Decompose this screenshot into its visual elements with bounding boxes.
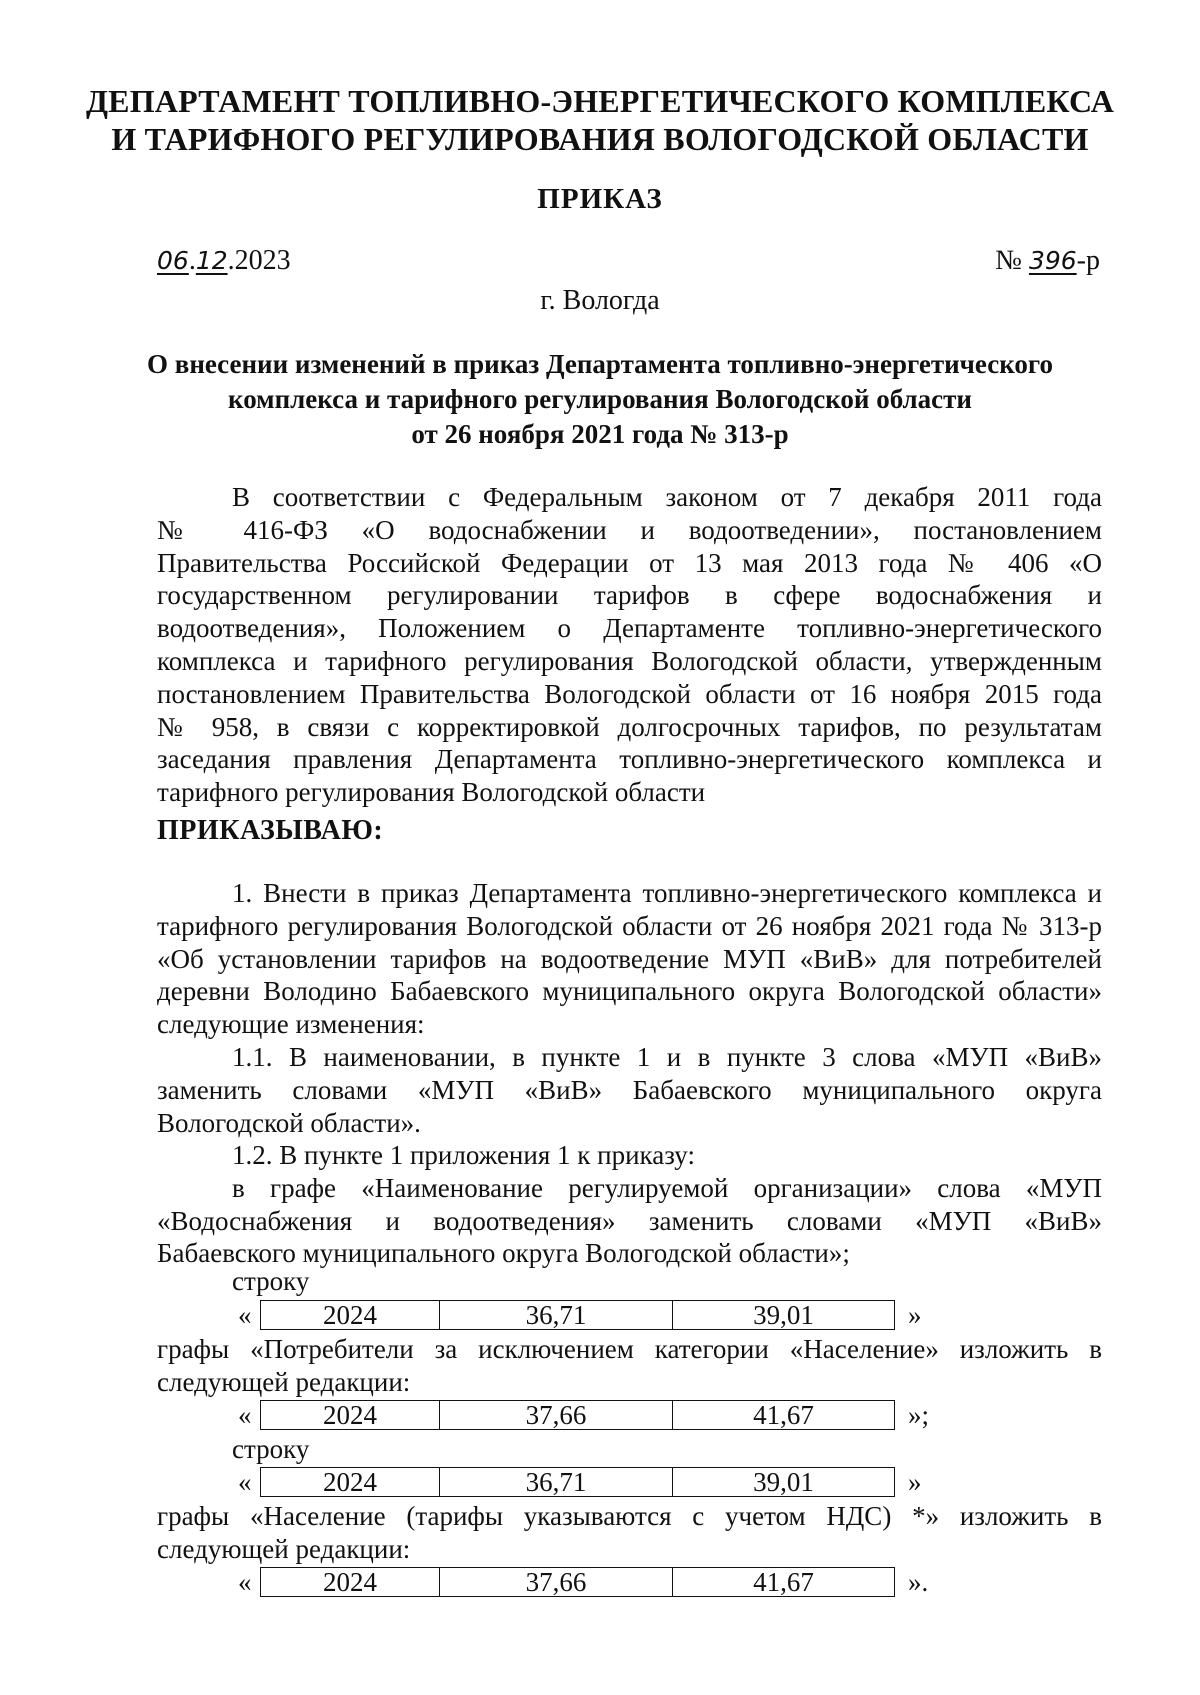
row-right-quote: »; [908, 1400, 930, 1430]
number-suffix: -р [1076, 245, 1100, 276]
item-1-1 [157, 1041, 1102, 1139]
cell-year: 2024 [261, 1301, 440, 1329]
city: г. Вологда [540, 285, 660, 316]
cell-value-1: 36,71 [440, 1468, 673, 1496]
item-1-line: тарифного регулирования Вологодской области от 26 ноября 2021 года № 313-р [157, 910, 1102, 941]
preamble-line: постановлением Правительства Вологодской области от 16 ноября 2015 года [157, 678, 1102, 709]
graph-population-line: следующей редакции: [157, 1533, 411, 1564]
order-title [0, 347, 1200, 452]
preamble-line: № 958, в связи с корректировкой долгосрочных тарифов, по результатам [157, 711, 1102, 742]
preamble-line: № 416-ФЗ «О водоснабжении и водоотведении», постановлением [157, 514, 1102, 545]
cell-value-1: 36,71 [440, 1301, 673, 1329]
cell-value-2: 41,67 [753, 1567, 814, 1597]
item-1-2-line: 1.2. В пункте 1 приложения 1 к приказу: [232, 1140, 695, 1170]
preamble-line: В соответствии с Федеральным законом от 7 декабря 2011 года [232, 482, 1102, 512]
doc-type: ПРИКАЗ [537, 183, 663, 215]
cell-year: 2024 [261, 1568, 440, 1596]
order-number [995, 245, 1100, 277]
date-year: .2023 [227, 245, 291, 276]
row-cells [260, 1567, 895, 1597]
date-sep: . [188, 245, 196, 276]
preamble-line: водоотведения», Положением о Департаменте топливно-энергетического [157, 613, 1102, 644]
number-prefix: № [995, 245, 1029, 276]
item-1-line: следующие изменения: [157, 1009, 425, 1040]
header-line-2: И ТАРИФНОГО РЕГУЛИРОВАНИЯ ВОЛОГОДСКОЙ ОБЛАСТИ [111, 121, 1089, 157]
cell-value-1: 37,66 [440, 1568, 673, 1596]
item-1-2-line: «Водоснабжения и водоотведения» заменить словами «МУП «ВиВ» [157, 1205, 1102, 1236]
item-1-2 [157, 1139, 1102, 1270]
order-date [157, 245, 291, 277]
item-1-line: 1. Внести в приказ Департамента топливно-энергетического комплекса и [232, 878, 1102, 908]
row-cells [260, 1467, 895, 1497]
preamble-line: комплекса и тарифного регулирования Вологодской области, утвержденным [157, 645, 1102, 676]
item-1-line: деревни Володино Бабаевского муниципального округа Вологодской области» [157, 976, 1102, 1007]
item-1-1-line: заменить словами «МУП «ВиВ» Бабаевского муниципального округа [157, 1074, 1102, 1105]
number-value: 396 [1028, 246, 1077, 275]
graph-consumers-line: следующей редакции: [157, 1366, 411, 1397]
preamble-line: тарифного регулирования Вологодской области [157, 777, 706, 808]
cell-value-2: 39,01 [753, 1300, 814, 1330]
row-left-quote: « [238, 1400, 252, 1430]
cell-value-2: 41,67 [753, 1400, 814, 1430]
item-1-1-line: Вологодской области». [157, 1107, 421, 1138]
item-1-2-line: Бабаевского муниципального округа Вологодской области»; [157, 1238, 850, 1269]
order-word: ПРИКАЗЫВАЮ: [157, 815, 384, 846]
graph-consumers-line: графы «Потребители за исключением категории «Население» изложить в [157, 1334, 1102, 1364]
title-line-1: О внесении изменений в приказ Департамента топливно-энергетического [146, 349, 1053, 379]
preamble-line: заседания правления Департамента топливно-энергетического комплекса и [157, 744, 1102, 775]
date-month: 12 [195, 246, 228, 275]
word-row: строку [232, 1266, 310, 1296]
item-1-1-line: 1.1. В наименовании, в пункте 1 и в пункте 3 слова «МУП «ВиВ» [232, 1042, 1102, 1072]
item-1 [157, 877, 1102, 1041]
item-1-2-line: в графе «Наименование регулируемой организации» слова «МУП [232, 1172, 1102, 1203]
row-right-quote: » [908, 1300, 922, 1330]
graph-consumers [157, 1333, 1102, 1399]
row-right-quote: ». [908, 1567, 929, 1597]
item-1-line: «Об установлении тарифов на водоотведение МУП «ВиВ» для потребителей [157, 943, 1102, 974]
department-header [0, 82, 1200, 158]
cell-value-2: 39,01 [753, 1467, 814, 1497]
row-cells [260, 1300, 895, 1330]
row-left-quote: « [238, 1567, 252, 1597]
preamble [157, 481, 1102, 809]
cell-year: 2024 [261, 1468, 440, 1496]
preamble-line: государственном регулировании тарифов в сфере водоснабжения и [157, 580, 1102, 611]
preamble-line: Правительства Российской Федерации от 13 мая 2013 года № 406 «О [157, 547, 1102, 578]
header-line-1: ДЕПАРТАМЕНТ ТОПЛИВНО-ЭНЕРГЕТИЧЕСКОГО КОМПЛЕКСА [85, 83, 1115, 119]
date-day: 06 [157, 246, 189, 275]
title-line-2: комплекса и тарифного регулирования Вологодской области [228, 384, 972, 414]
row-right-quote: » [908, 1467, 922, 1497]
row-cells [260, 1400, 895, 1430]
title-line-3: от 26 ноября 2021 года № 313-р [411, 419, 789, 449]
cell-year: 2024 [261, 1401, 440, 1429]
graph-population-line: графы «Население (тарифы указываются с учетом НДС) *» изложить в [157, 1501, 1102, 1531]
graph-population [157, 1500, 1102, 1566]
row-left-quote: « [238, 1467, 252, 1497]
row-left-quote: « [238, 1300, 252, 1330]
cell-value-1: 37,66 [440, 1401, 673, 1429]
word-row: строку [232, 1434, 310, 1464]
